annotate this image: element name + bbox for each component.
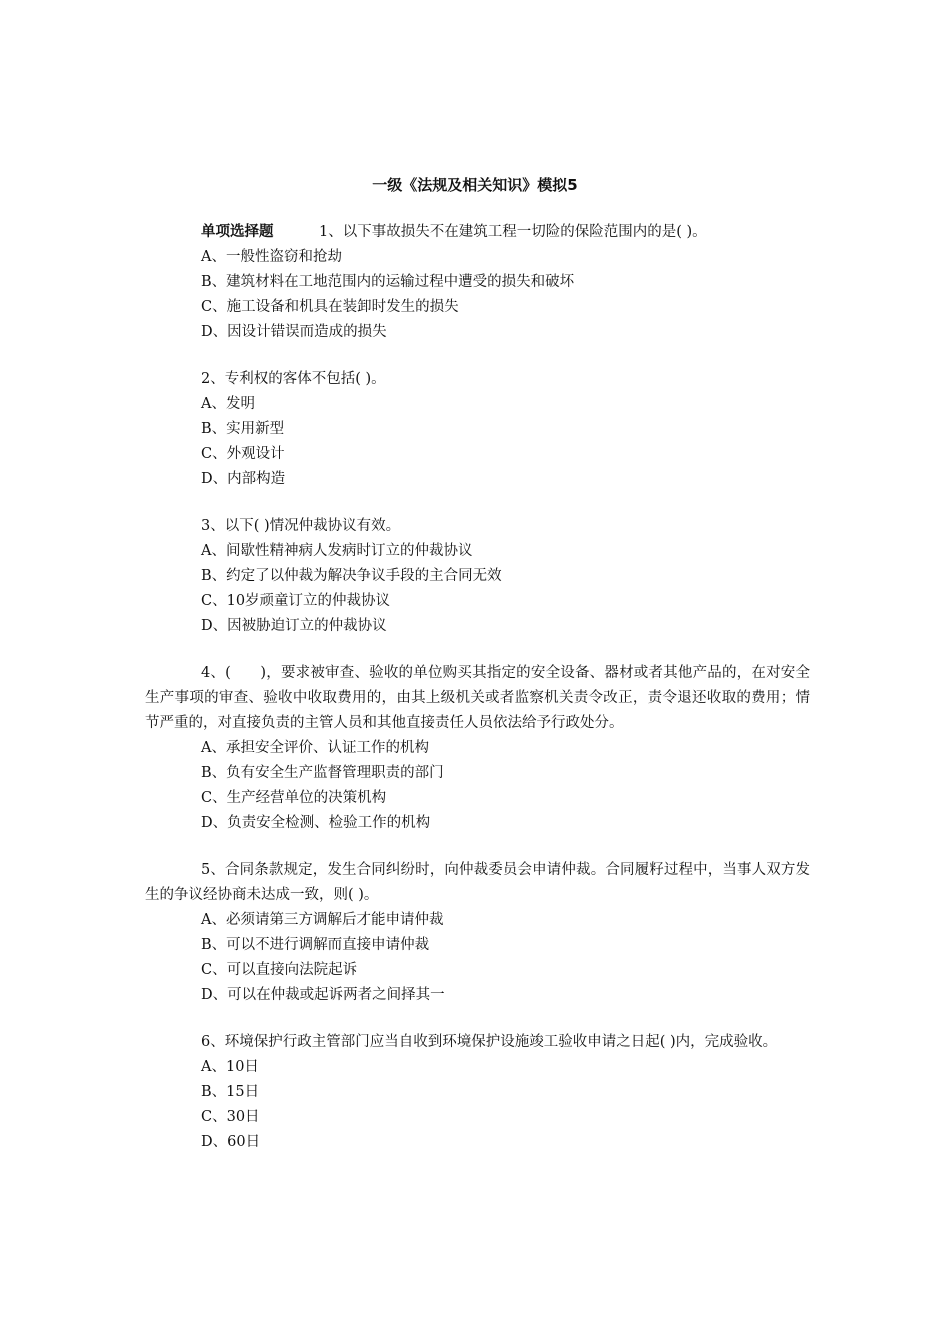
question-1-option-c: C、施工设备和机具在装卸时发生的损失 [201,299,459,315]
question-2-option-d: D、内部构造 [201,471,286,487]
question-4-option-a: A、承担安全评价、认证工作的机构 [201,740,429,756]
question-4-option-d: D、负责安全检测、检验工作的机构 [201,815,431,831]
question-6-option-c: C、30日 [201,1109,260,1125]
question-6-option-b: B、15日 [201,1084,260,1100]
question-6-option-a: A、10日 [201,1059,259,1075]
question-1-option-d: D、因设计错误而造成的损失 [201,324,387,340]
question-1-stem-line [145,220,810,245]
question-3-option-d: D、因被胁迫订立的仲裁协议 [201,618,387,634]
question-1-option-a: A、一般性盗窃和抢劫 [201,249,342,265]
question-2-option-c: C、外观设计 [201,446,285,462]
question-1-option-b: B、建筑材料在工地范围内的运输过程中遭受的损失和破坏 [201,274,575,290]
question-3-option-a: A、间歇性精神病人发病时订立的仲裁协议 [201,543,473,559]
question-6-option-d: D、60日 [201,1134,261,1150]
question-4-option-b: B、负有安全生产监督管理职责的部门 [201,765,444,781]
section-label: 单项选择题 [201,224,274,240]
question-1-stem: 1、以下事故损失不在建筑工程一切险的保险范围内的是( )。 [319,224,707,240]
question-6-stem: 6、环境保护行政主管部门应当自收到环境保护设施竣工验收申请之日起( )内，完成验收。 [201,1034,778,1050]
question-5-stem: 5、合同条款规定，发生合同纠纷时，向仲裁委员会申请仲裁。合同履籽过程中，当事人双方发生的争议经协商未达成一致，则( )。 [145,862,810,903]
question-2-stem: 2、专利权的客体不包括( )。 [201,371,386,387]
question-3-stem: 3、以下( )情况仲裁协议有效。 [201,518,401,534]
question-5-option-d: D、可以在仲裁或起诉两者之间择其一 [201,987,445,1003]
question-4-stem: 4、( )，要求被审查、验收的单位购买其指定的安全设备、器材或者其他产品的，在对安全生产事项的审查、验收中收取费用的，由其上级机关或者监察机关责令改正，责令退还收取的费用；情节严重的，对直接负责的主管人员和其他直接责任人员依法给予行政处分。 [145,665,810,731]
question-5-option-a: A、必须请第三方调解后才能申请仲裁 [201,912,444,928]
question-2-option-a: A、发明 [201,396,255,412]
question-5-option-b: B、可以不进行调解而直接申请仲裁 [201,937,430,953]
question-list [145,220,810,1155]
question-4-option-c: C、生产经营单位的决策机构 [201,790,387,806]
question-2-option-b: B、实用新型 [201,421,285,437]
question-3-option-b: B、约定了以仲裁为解决争议手段的主合同无效 [201,568,502,584]
document-title: 一级《法规及相关知识》模拟5 [372,176,578,194]
question-5-option-c: C、可以直接向法院起诉 [201,962,358,978]
question-3-option-c: C、10岁顽童订立的仲裁协议 [201,593,391,609]
